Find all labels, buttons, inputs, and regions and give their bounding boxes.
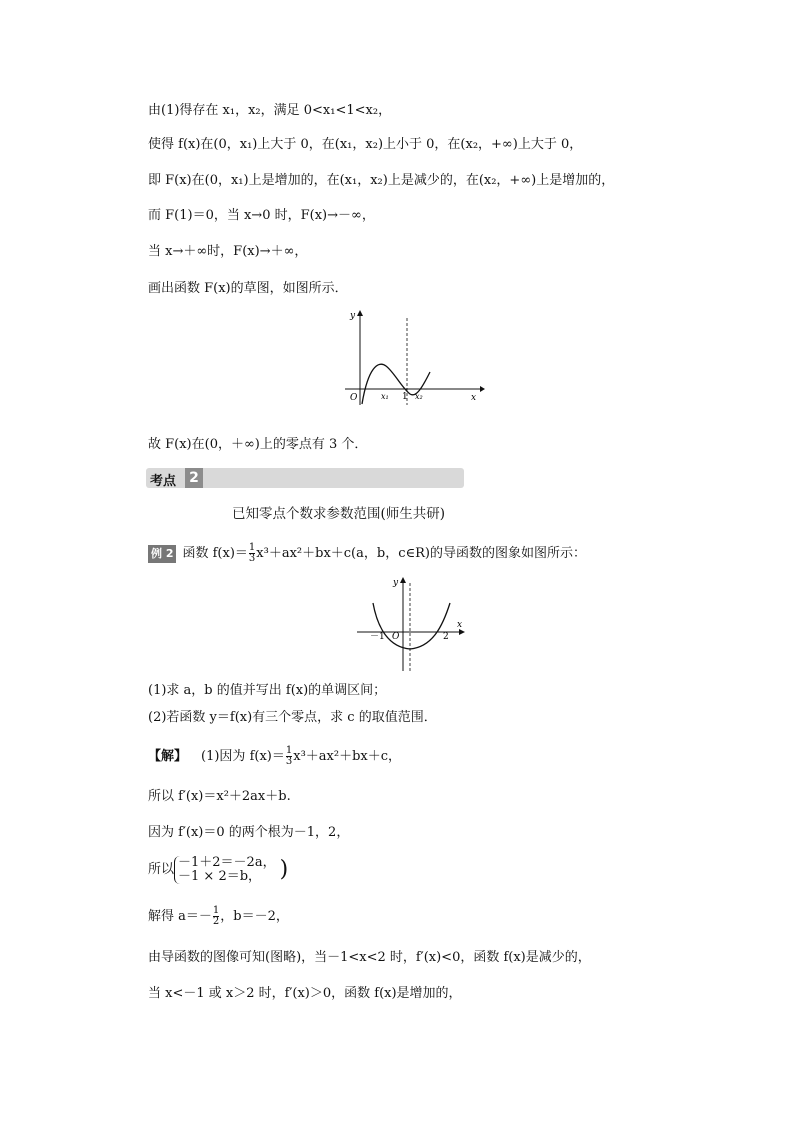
- section-label: 考点: [150, 474, 177, 489]
- equation-2: －1 × 2＝b，: [178, 869, 262, 884]
- s1-post: x³＋ax²＋bx＋c，: [293, 749, 402, 764]
- example-fraction: [249, 543, 255, 564]
- frac-denominator: 3: [248, 553, 256, 564]
- parabola-curve: [373, 603, 450, 649]
- solution-step-3: 因为 f′(x)＝0 的两个根为－1，2，: [148, 825, 350, 840]
- closing-paren: ): [279, 857, 289, 882]
- s5-denominator: 2: [212, 916, 220, 927]
- s5-fraction: [213, 906, 219, 927]
- s5-pre: 解得 a＝－: [148, 909, 212, 924]
- question-2: (2)若函数 y＝f(x)有三个零点，求 c 的取值范围．: [148, 710, 437, 725]
- origin-label: O: [392, 632, 400, 642]
- text-line-4: 而 F(1)＝0，当 x→0 时，F(x)→－∞，: [148, 208, 375, 223]
- solution-step-2: 所以 f′(x)＝x²＋2ax＋b.: [148, 789, 291, 804]
- example-badge: 例 2: [148, 545, 176, 563]
- section-number: 2: [185, 468, 203, 488]
- section-title: 已知零点个数求参数范围(师生共研): [232, 506, 446, 522]
- frac-numerator: 1: [248, 542, 256, 553]
- s4-pre: 所以: [148, 862, 175, 877]
- y-axis-arrow: [400, 577, 406, 583]
- x1-label: x₁: [381, 392, 389, 401]
- text-line-1: 由(1)得存在 x₁，x₂，满足 0<x₁<1<x₂，: [148, 103, 392, 118]
- example-pre: 函数 f(x)＝: [182, 546, 248, 561]
- s1-fraction: [286, 746, 292, 767]
- x-axis-arrow: [480, 386, 485, 392]
- equation-system: [174, 856, 276, 884]
- s1-denominator: 3: [285, 756, 293, 767]
- derivative-graph-figure: [355, 575, 467, 673]
- example-post: x³＋ax²＋bx＋c(a，b，c∈R)的导函数的图象如图所示：: [256, 546, 586, 561]
- equation-1: －1＋2＝－2a，: [178, 855, 276, 870]
- text-line-2: 使得 f(x)在(0，x₁)上大于 0，在(x₁，x₂)上小于 0，在(x₂，+∞)上大于 0，: [148, 137, 583, 152]
- solution-step-4: [148, 856, 288, 884]
- x2-label: x₂: [415, 392, 423, 401]
- two-label: 2: [443, 632, 449, 642]
- x-label: x: [457, 620, 463, 630]
- solution-head: 【解】: [148, 749, 188, 764]
- x-label: x: [471, 393, 477, 403]
- y-label: y: [350, 311, 356, 321]
- y-label: y: [393, 578, 399, 588]
- solution-step-7: 当 x<－1 或 x＞2 时，f′(x)＞0，函数 f(x)是增加的，: [148, 986, 462, 1001]
- solution-step-1: [148, 746, 401, 767]
- text-line-5: 当 x→＋∞时，F(x)→＋∞，: [148, 244, 308, 259]
- text-line-6: 画出函数 F(x)的草图，如图所示．: [148, 281, 348, 296]
- solution-step-6: 由导函数的图像可知(图略)，当－1<x<2 时，f′(x)<0，函数 f(x)是减少的，: [148, 950, 591, 965]
- one-label: 1: [402, 392, 408, 402]
- s1-pre: (1)因为 f(x)＝: [201, 749, 285, 764]
- solution-step-5: [148, 906, 289, 927]
- s5-post: ，b＝－2，: [220, 909, 289, 924]
- question-1: (1)求 a，b 的值并写出 f(x)的单调区间；: [148, 683, 387, 698]
- text-line-7: 故 F(x)在(0，＋∞)上的零点有 3 个．: [148, 437, 368, 452]
- y-axis-arrow: [357, 310, 363, 316]
- neg1-label: －1: [370, 632, 385, 642]
- function-sketch-figure: [340, 308, 485, 408]
- s5-numerator: 1: [212, 905, 220, 916]
- origin-label: O: [350, 393, 358, 403]
- section-header-bar: [146, 468, 464, 488]
- s1-numerator: 1: [285, 745, 293, 756]
- example-statement: [148, 543, 586, 564]
- text-line-3: 即 F(x)在(0，x₁)上是增加的，在(x₁，x₂)上是减少的，在(x₂，+∞)上是增加的，: [148, 173, 615, 188]
